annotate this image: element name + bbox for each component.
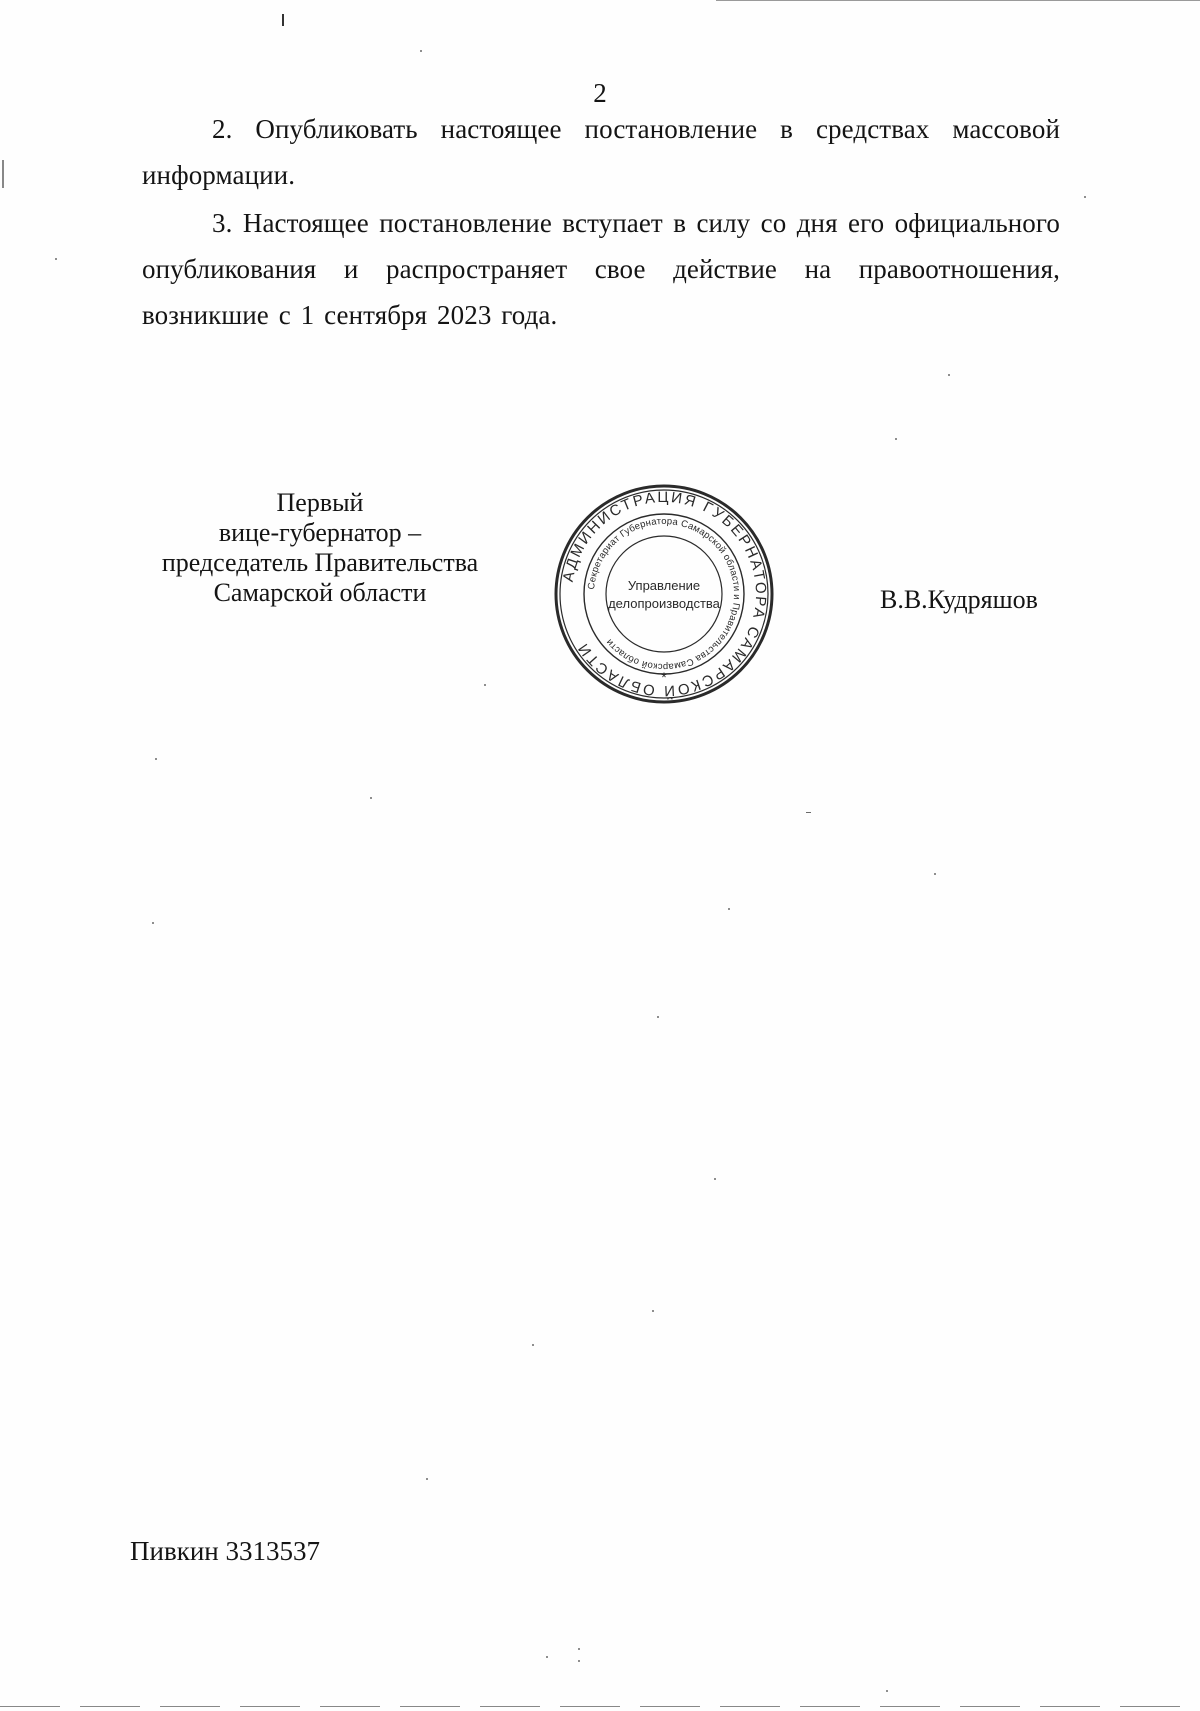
position-line: председатель Правительства	[161, 548, 479, 577]
scan-speck	[370, 797, 372, 799]
signatory-position	[140, 488, 500, 608]
scan-speck	[152, 922, 154, 924]
scan-speck	[714, 1178, 716, 1180]
seal-star: *	[661, 669, 667, 685]
scan-speck	[578, 1648, 580, 1650]
scan-speck	[2, 160, 4, 188]
seal-outer-text: АДМИНИСТРАЦИЯ ГУБЕРНАТОРА САМАРСКОЙ ОБЛАСТИ	[559, 488, 770, 700]
scan-speck	[806, 812, 811, 813]
official-seal	[552, 482, 776, 706]
scan-speck	[578, 1660, 580, 1662]
signer-name: В.В.Кудряшов	[880, 585, 1038, 614]
scan-speck	[426, 1478, 428, 1480]
seal-graphic	[552, 482, 776, 706]
scan-speck	[155, 758, 157, 760]
position-line: Первый	[276, 488, 364, 517]
paragraph-publish	[142, 106, 1060, 198]
paragraph-text: 2. Опубликовать настоящее постановление в средствах массовой информации.	[142, 114, 1060, 190]
scan-speck	[657, 1016, 659, 1018]
seal-inner-text: Секретариат Губернатора Самарской области и Правительства Самарской области	[586, 515, 743, 673]
scan-speck	[546, 1656, 548, 1658]
scan-speck	[484, 684, 486, 686]
scan-speck	[934, 873, 936, 875]
scan-speck	[55, 258, 57, 260]
scan-speck	[886, 1690, 888, 1692]
scan-edge-bottom	[0, 1706, 1200, 1707]
page-number: 2	[593, 78, 607, 108]
position-line: Самарской области	[213, 578, 427, 607]
scan-speck	[728, 908, 730, 910]
scan-speck	[1084, 196, 1086, 198]
scan-speck	[652, 1310, 654, 1312]
scan-speck	[948, 374, 950, 376]
executor-contact: Пивкин 3313537	[130, 1536, 320, 1566]
seal-center-line-2: делопроизводства	[608, 596, 720, 611]
scan-edge-top	[716, 0, 1200, 1]
scan-speck	[895, 438, 897, 440]
paragraph-effective-date	[142, 200, 1060, 338]
paragraph-text: 3. Настоящее постановление вступает в силу со дня его официального опубликования и распространяет свое действие на правоотношения, возникшие с 1 сентября 2023 года.	[142, 208, 1060, 330]
position-line: вице-губернатор –	[218, 518, 422, 547]
scan-speck	[420, 50, 422, 52]
seal-center-line-1: Управление	[627, 578, 701, 593]
scan-speck	[532, 1344, 534, 1346]
scan-speck	[282, 14, 284, 26]
